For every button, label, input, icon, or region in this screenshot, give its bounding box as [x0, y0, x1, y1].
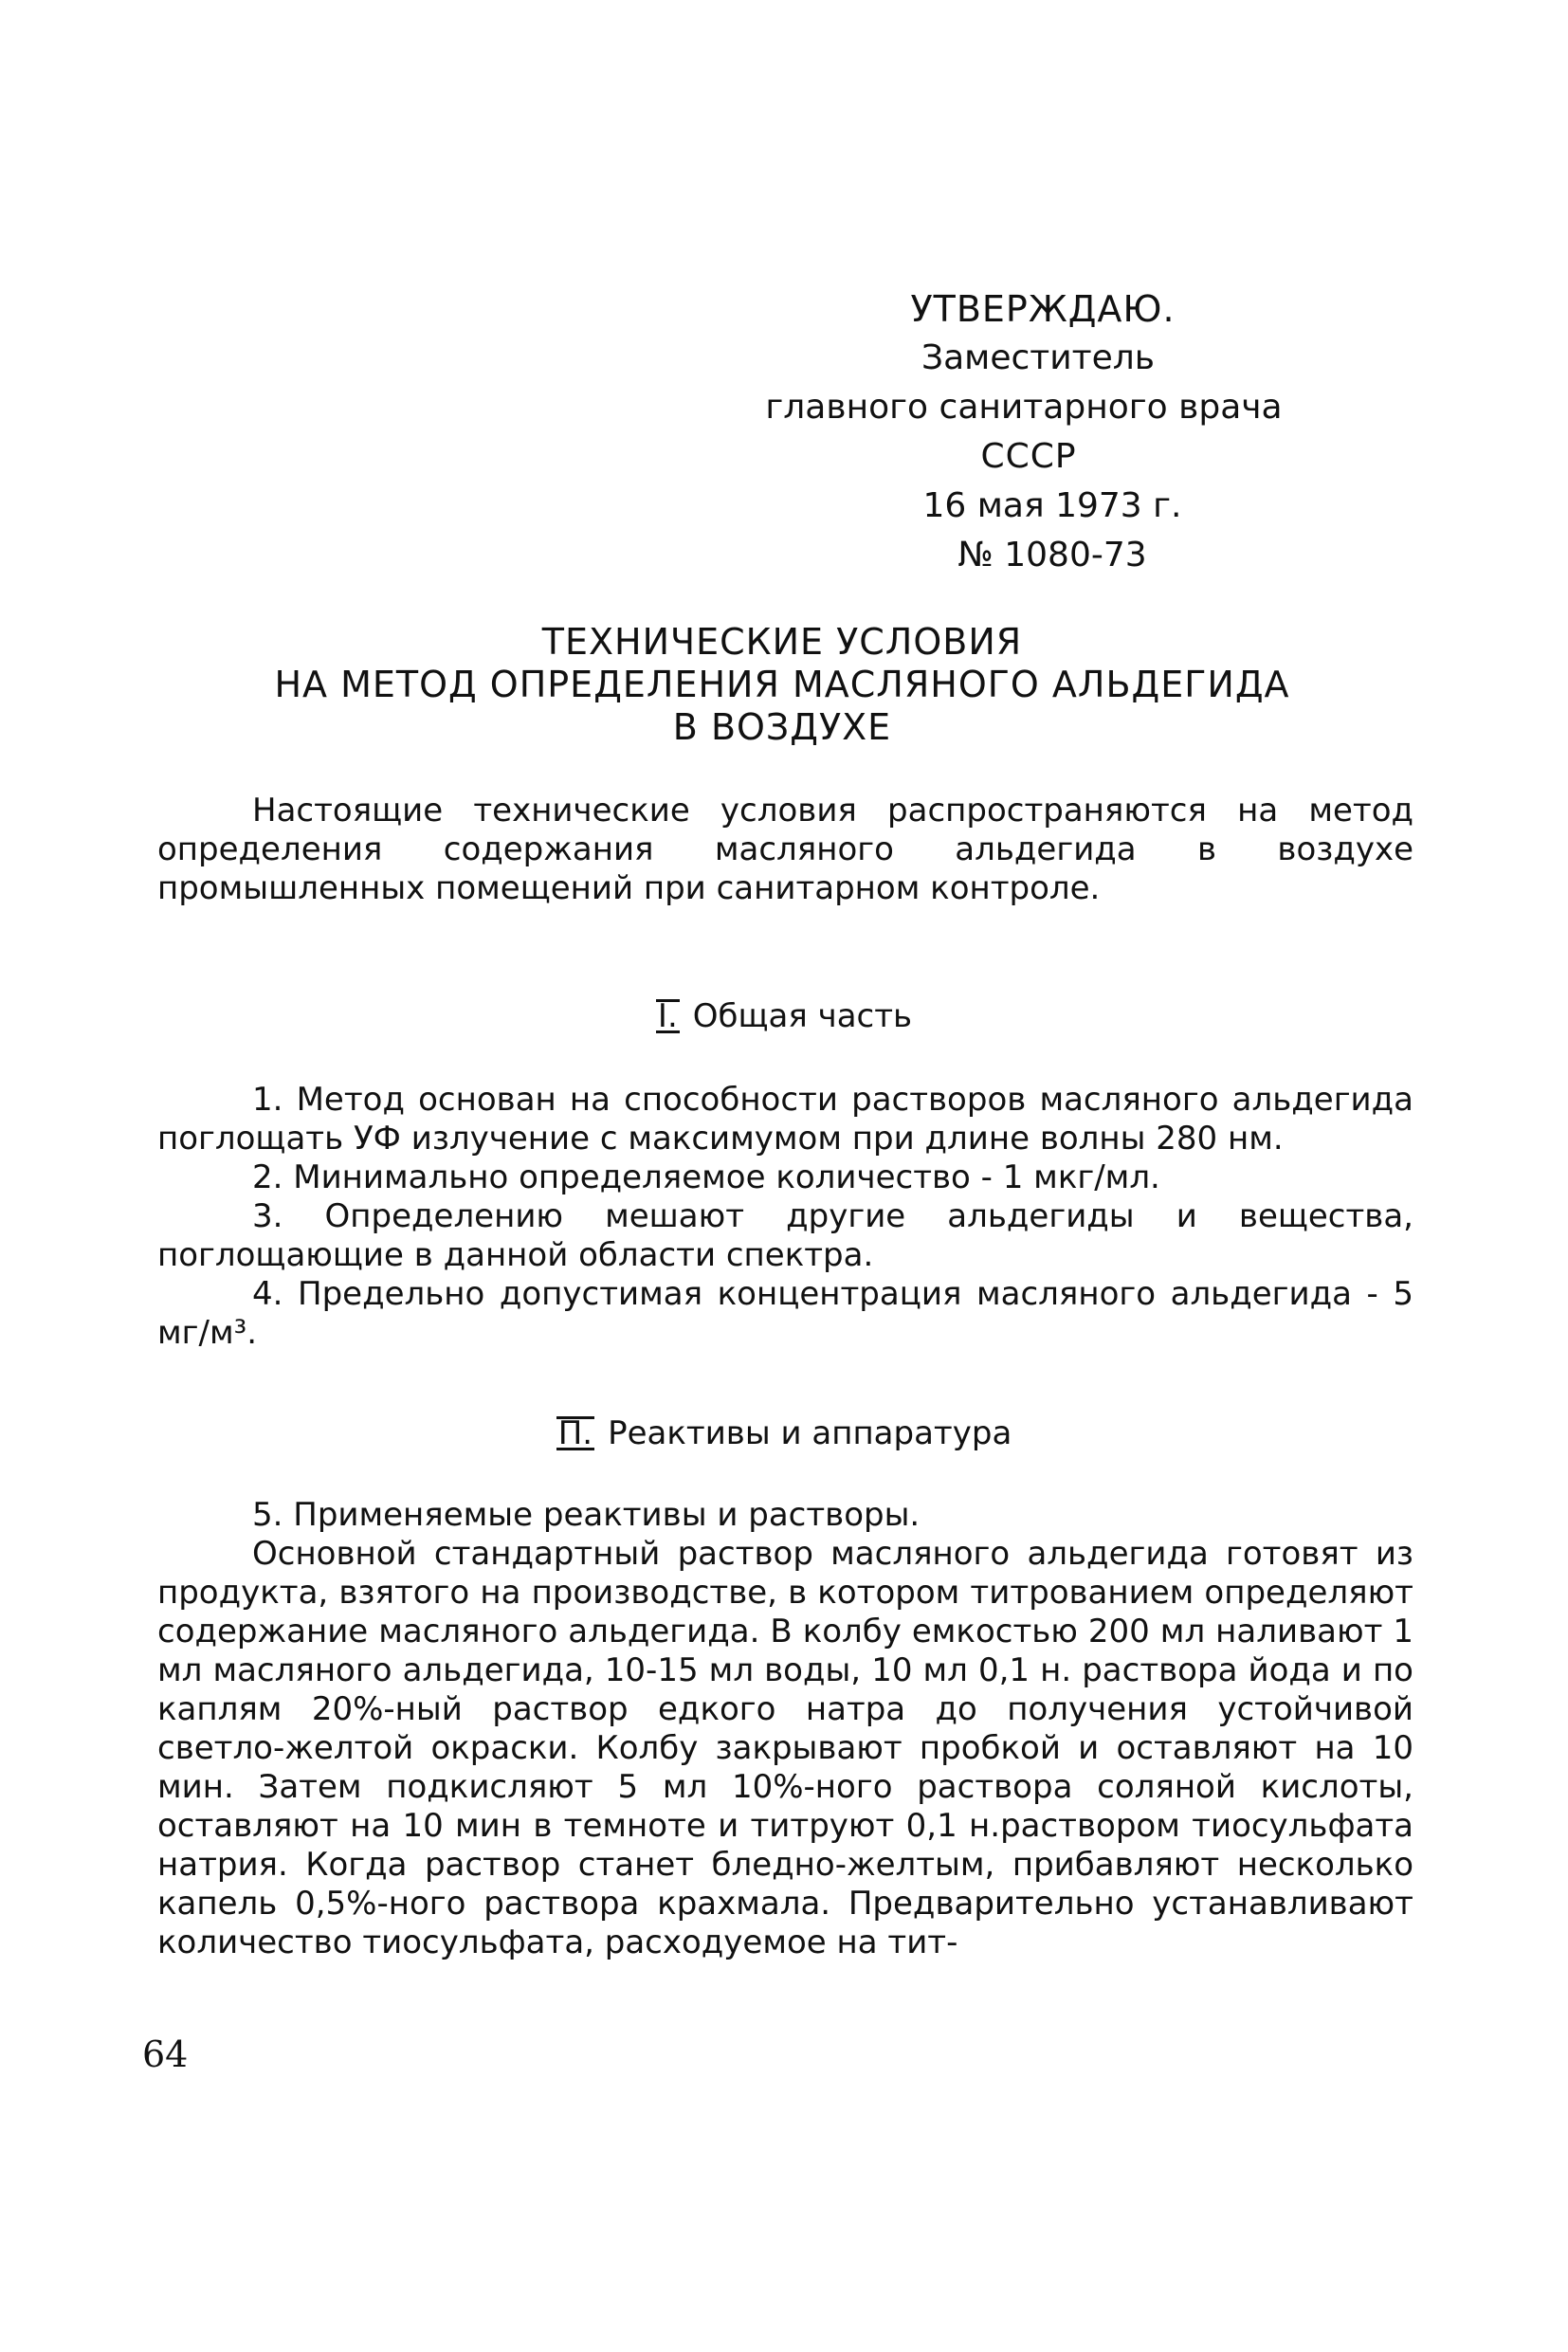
- approval-date: 16 мая 1973 г.: [922, 486, 1182, 525]
- intro-paragraph-block: [157, 792, 1413, 908]
- approval-number: № 1080-73: [957, 536, 1147, 574]
- title-line: НА МЕТОД ОПРЕДЕЛЕНИЯ МАСЛЯНОГО АЛЬДЕГИДА: [274, 664, 1290, 705]
- list-item: 3. Определению мешают другие альдегиды и вещества, поглощающие в данной области спектра.: [157, 1197, 1413, 1274]
- approval-heading: УТВЕРЖДАЮ.: [910, 288, 1176, 330]
- title-line: В ВОЗДУХЕ: [672, 706, 892, 748]
- intro-paragraph: Настоящие технические условия распространяются на метод определения содержания масляного альдегида в воздухе промышленных помещений при санитарном контроле.: [157, 792, 1413, 907]
- section-heading-general: [0, 995, 1568, 1037]
- list-item: 5. Применяемые реактивы и растворы.: [252, 1496, 921, 1534]
- approval-block: [739, 284, 1308, 580]
- list-item: 4. Предельно допустимая концентрация масляного альдегида - 5 мг/м³.: [157, 1275, 1413, 1352]
- body-paragraph: Основной стандартный раствор масляного альдегида готовят из продукта, взятого на производстве, в котором титрованием определяют содержание масляного альдегида. В колбу емкостью 200 мл наливают 1 мл масляного альдегида, 10-15 мл воды, 10 мл 0,1 н. раствора йода и по каплям 20%-ный раствор едкого натра до получения устойчивой светло-желтой окраски. Колбу закрывают пробкой и оставляют на 10 мин. Затем подкисляют 5 мл 10%-ного раствора соляной кислоты, оставляют на 10 мин в темноте и титруют 0,1 н.раствором тиосульфата натрия. Когда раствор станет бледно-желтым, прибавляют несколько капель 0,5%-ного раствора крахмала. Предварительно устанавливают количество тиосульфата, расходуемое на тит-: [157, 1535, 1413, 1961]
- section-title: Общая часть: [692, 997, 913, 1035]
- section-reagents-body: [157, 1496, 1413, 1962]
- section-numeral: П.: [557, 1414, 593, 1452]
- approval-position-detail: главного санитарного врача: [765, 388, 1283, 427]
- approval-position: Заместитель: [921, 338, 1155, 377]
- page-number: 64: [142, 2033, 189, 2075]
- section-heading-reagents: [0, 1413, 1568, 1454]
- section-numeral: I.: [657, 997, 678, 1035]
- approval-country: СССР: [980, 437, 1077, 476]
- list-item: 1. Метод основан на способности растворов масляного альдегида поглощать УФ излучение с максимумом при длине волны 280 нм.: [157, 1081, 1413, 1158]
- section-title: Реактивы и аппаратура: [608, 1414, 1012, 1452]
- list-item: 2. Минимально определяемое количество - 1 мкг/мл.: [252, 1158, 1160, 1196]
- title-line: ТЕХНИЧЕСКИЕ УСЛОВИЯ: [541, 621, 1023, 663]
- section-general-body: [157, 1081, 1413, 1353]
- document-title: [237, 621, 1327, 749]
